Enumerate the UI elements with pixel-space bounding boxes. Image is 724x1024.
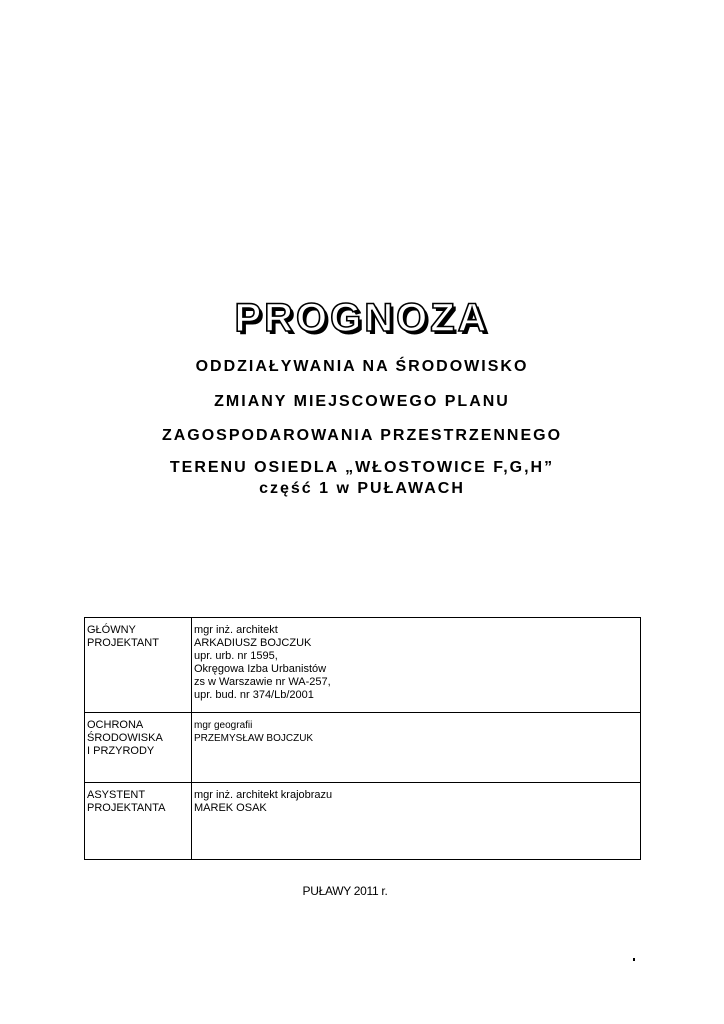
subtitle-line-3: ZAGOSPODAROWANIA PRZESTRZENNEGO	[161, 427, 563, 444]
role-line: OCHRONA	[87, 719, 144, 731]
team-row-main-designer	[85, 618, 641, 713]
footer-place-date: PUŁAWY 2011 r.	[302, 884, 388, 898]
details-line: ARKADIUSZ BOJCZUK	[194, 637, 312, 649]
details-cell	[192, 783, 641, 860]
page-mark	[633, 958, 635, 961]
subtitle-line-2: ZMIANY MIEJSCOWEGO PLANU	[214, 393, 510, 410]
details-line: mgr inż. architekt	[194, 624, 278, 636]
details-line: Okręgowa Izba Urbanistów	[194, 663, 327, 675]
role-cell	[85, 618, 192, 713]
details-cell	[192, 618, 641, 713]
role-line: PROJEKTANT	[87, 637, 159, 649]
role-line: GŁÓWNY	[87, 624, 136, 636]
details-cell	[192, 713, 641, 783]
details-line: mgr geografii	[194, 720, 253, 731]
role-line: PROJEKTANTA	[87, 802, 166, 814]
role-line: ŚRODOWISKA	[87, 732, 163, 744]
subtitle-line-1: ODDZIAŁYWANIA NA ŚRODOWISKO	[195, 358, 529, 375]
team-table	[84, 617, 641, 860]
role-cell	[85, 713, 192, 783]
details-line: upr. urb. nr 1595,	[194, 650, 278, 662]
details-line: upr. bud. nr 374/Lb/2001	[194, 689, 314, 701]
subtitle-line-5: część 1 w PUŁAWACH	[259, 480, 465, 497]
details-line: PRZEMYSŁAW BOJCZUK	[194, 733, 314, 744]
details-line: mgr inż. architekt krajobrazu	[194, 789, 333, 801]
document-title: PROGNOZA	[234, 296, 490, 340]
role-line: I PRZYRODY	[87, 745, 155, 757]
role-line: ASYSTENT	[87, 789, 146, 801]
subtitle-line-4: TERENU OSIEDLA „WŁOSTOWICE F,G,H”	[169, 459, 555, 476]
team-row-environment	[85, 713, 641, 783]
details-line: zs w Warszawie nr WA-257,	[194, 676, 331, 688]
details-line: MAREK OSAK	[194, 802, 267, 814]
team-row-assistant	[85, 783, 641, 860]
role-cell	[85, 783, 192, 860]
